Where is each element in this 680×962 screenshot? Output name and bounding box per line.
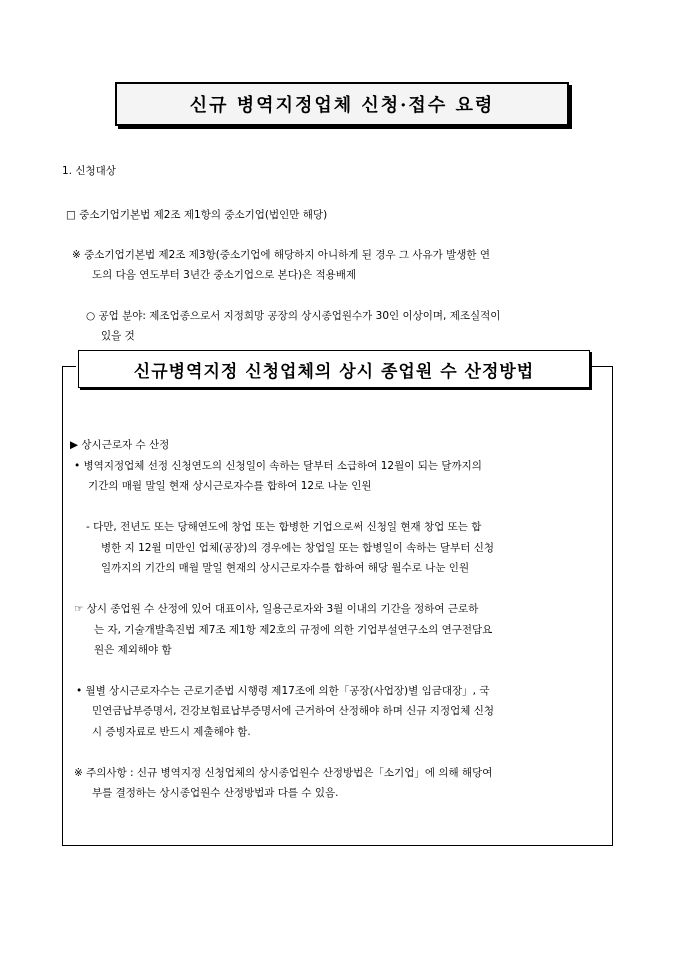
- box-paragraph: 시 증빙자료로 반드시 제출해야 함.: [92, 726, 251, 738]
- industry-condition: ○ 공업 분야: 제조업종으로서 지정희망 공장의 상시종업원수가 30인 이상이며, 제조실적이: [86, 310, 501, 322]
- box-note: ※ 주의사항 : 신규 병역지정 신청업체의 상시종업원수 산정방법은「소기업」에 의해 해당여: [74, 767, 493, 779]
- note-line: ※ 중소기업기본법 제2조 제3항(중소기업에 해당하지 아니하게 된 경우 그 사유가 발생한 연: [72, 249, 490, 261]
- box-paragraph: 병한 지 12월 미만인 업체(공장)의 경우에는 창업일 또는 합병일이 속하는 달부터 신청: [101, 542, 494, 554]
- box-note: 부를 결정하는 상시종업원수 산정방법과 다를 수 있음.: [92, 787, 339, 799]
- section-heading: 1. 신청대상: [62, 165, 116, 177]
- box-paragraph: • 병역지정업체 선정 신청연도의 신청일이 속하는 달부터 소급하여 12월이 되는 달까지의: [74, 460, 482, 472]
- box-paragraph: 원은 제외해야 함: [94, 644, 172, 656]
- box-paragraph: ☞ 상시 종업원 수 산정에 있어 대표이사, 일용근로자와 3월 이내의 기간을 정하여 근로하: [74, 603, 479, 615]
- box-subheading: ▶ 상시근로자 수 산정: [70, 439, 170, 451]
- box-paragraph: 기간의 매월 말일 현재 상시근로자수를 합하여 12로 나눈 인원: [88, 480, 372, 492]
- box-paragraph: - 다만, 전년도 또는 당해연도에 창업 또는 합병한 기업으로써 신청일 현재 창업 또는 합: [86, 521, 482, 533]
- page-title: 신규 병역지정업체 신청·접수 요령: [115, 82, 569, 126]
- note-line: 도의 다음 연도부터 3년간 중소기업으로 본다)은 적용배제: [92, 269, 357, 281]
- box-title: 신규병역지정 신청업체의 상시 종업원 수 산정방법: [78, 350, 590, 388]
- box-paragraph: 일까지의 기간의 매월 말일 현재의 상시근로자수를 합하여 해당 월수로 나눈 인원: [101, 562, 470, 574]
- industry-condition: 있을 것: [101, 330, 135, 342]
- box-paragraph: 는 자, 기술개발촉진법 제7조 제1항 제2호의 규정에 의한 기업부설연구소의 연구전담요: [94, 624, 493, 636]
- box-paragraph: 민연금납부증명서, 건강보험료납부증명서에 근거하여 산정해야 하며 신규 지정업체 신청: [92, 705, 494, 717]
- box-paragraph: • 월별 상시근로자수는 근로기준법 시행령 제17조에 의한「공장(사업장)별 임금대장」, 국: [76, 685, 490, 697]
- eligibility-item: □ 중소기업기본법 제2조 제1항의 중소기업(법인만 해당): [66, 209, 328, 221]
